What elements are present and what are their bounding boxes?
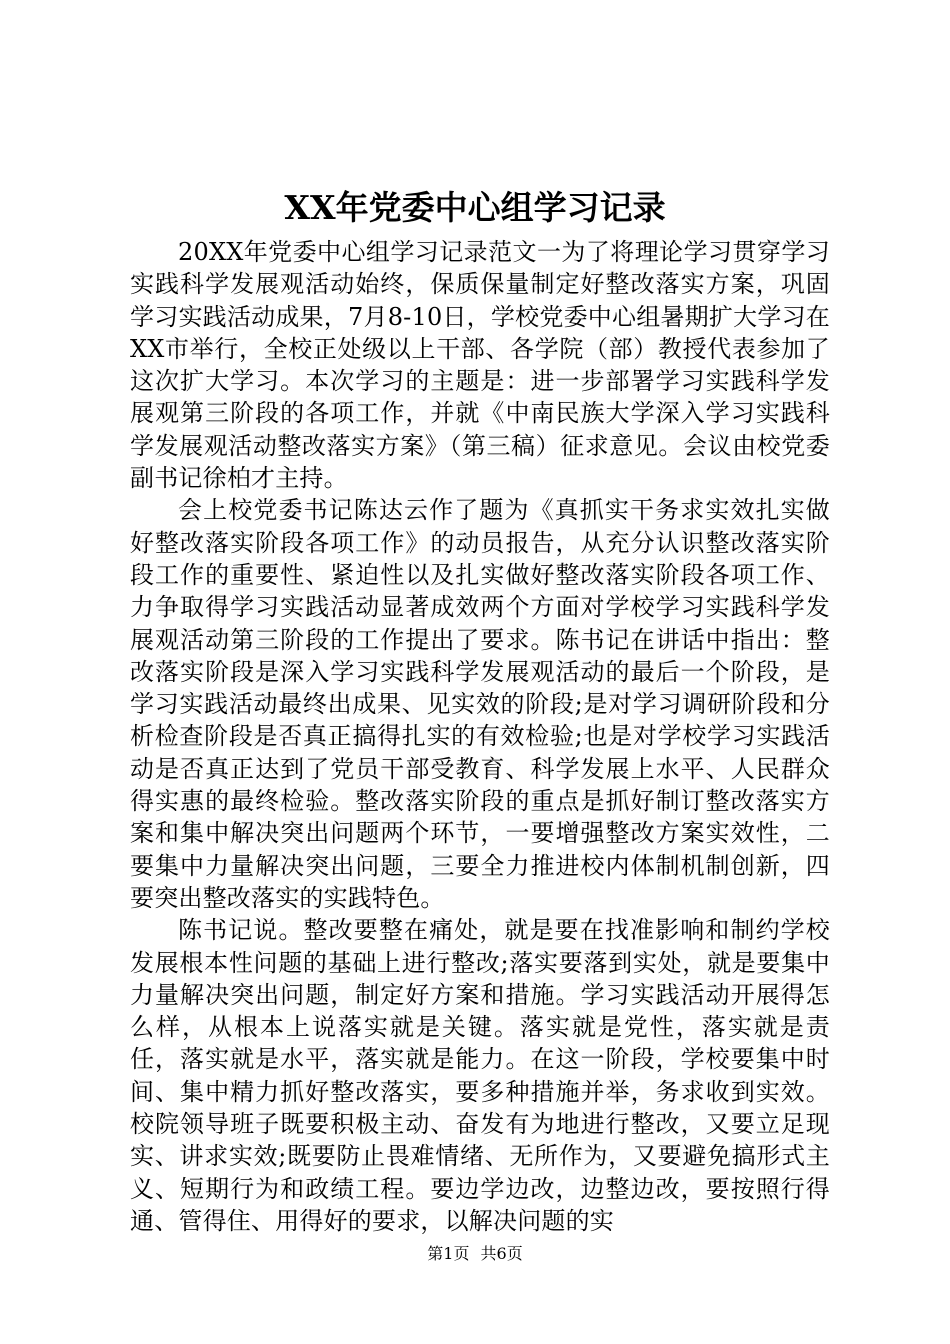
page-footer — [0, 1243, 950, 1265]
paragraph-2: 会上校党委书记陈达云作了题为《真抓实干务求实效扎实做好整改落实阶段各项工作》的动员报告，从充分认识整改落实阶段工作的重要性、紧迫性以及扎实做好整改落实阶段各项工作、力争取得学习实践活动显著成效两个方面对学校学习实践科学发展观活动第三阶段的工作提出了要求。陈书记在讲话中指出：整改落实阶段是深入学习实践科学发展观活动的最后一个阶段，是学习实践活动最终出成果、见实效的阶段;是对学习调研阶段和分析检查阶段是否真正搞得扎实的有效检验;也是对学校学习实践活动是否真正达到了党员干部受教育、科学发展上水平、人民群众得实惠的最终检验。整改落实阶段的重点是抓好制订整改落实方案和集中解决突出问题两个环节，一要增强整改方案实效性，二要集中力量解决突出问题，三要全力推进校内体制机制创新，四要突出整改落实的实践特色。 — [130, 496, 830, 912]
document-body — [130, 236, 830, 1237]
page-total: 共6页 — [480, 1244, 523, 1263]
paragraph-1: 20XX年党委中心组学习记录范文一为了将理论学习贯穿学习实践科学发展观活动始终，保质保量制定好整改落实方案，巩固学习实践活动成果，7月8-10日，学校党委中心组暑期扩大学习在XX市举行，全校正处级以上干部、各学院（部）教授代表参加了这次扩大学习。本次学习的主题是：进一步部署学习实践科学发展观第三阶段的各项工作，并就《中南民族大学深入学习实践科学发展观活动整改落实方案》（第三稿）征求意见。会议由校党委副书记徐柏才主持。 — [130, 238, 830, 493]
document-title: XX年党委中心组学习记录 — [284, 188, 666, 227]
paragraph-3: 陈书记说。整改要整在痛处，就是要在找准影响和制约学校发展根本性问题的基础上进行整改;落实要落到实处，就是要集中力量解决突出问题，制定好方案和措施。学习实践活动开展得怎么样，从根本上说落实就是关键。落实就是党性，落实就是责任，落实就是水平，落实就是能力。在这一阶段，学校要集中时间、集中精力抓好整改落实，要多种措施并举，务求收到实效。校院领导班子既要积极主动、奋发有为地进行整改，又要立足现实、讲求实效;既要防止畏难情绪、无所作为，又要避免搞形式主义、短期行为和政绩工程。要边学边改，边整边改，要按照行得通、管得住、用得好的要求，以解决问题的实 — [130, 916, 830, 1235]
page-number: 第1页 — [427, 1244, 470, 1263]
